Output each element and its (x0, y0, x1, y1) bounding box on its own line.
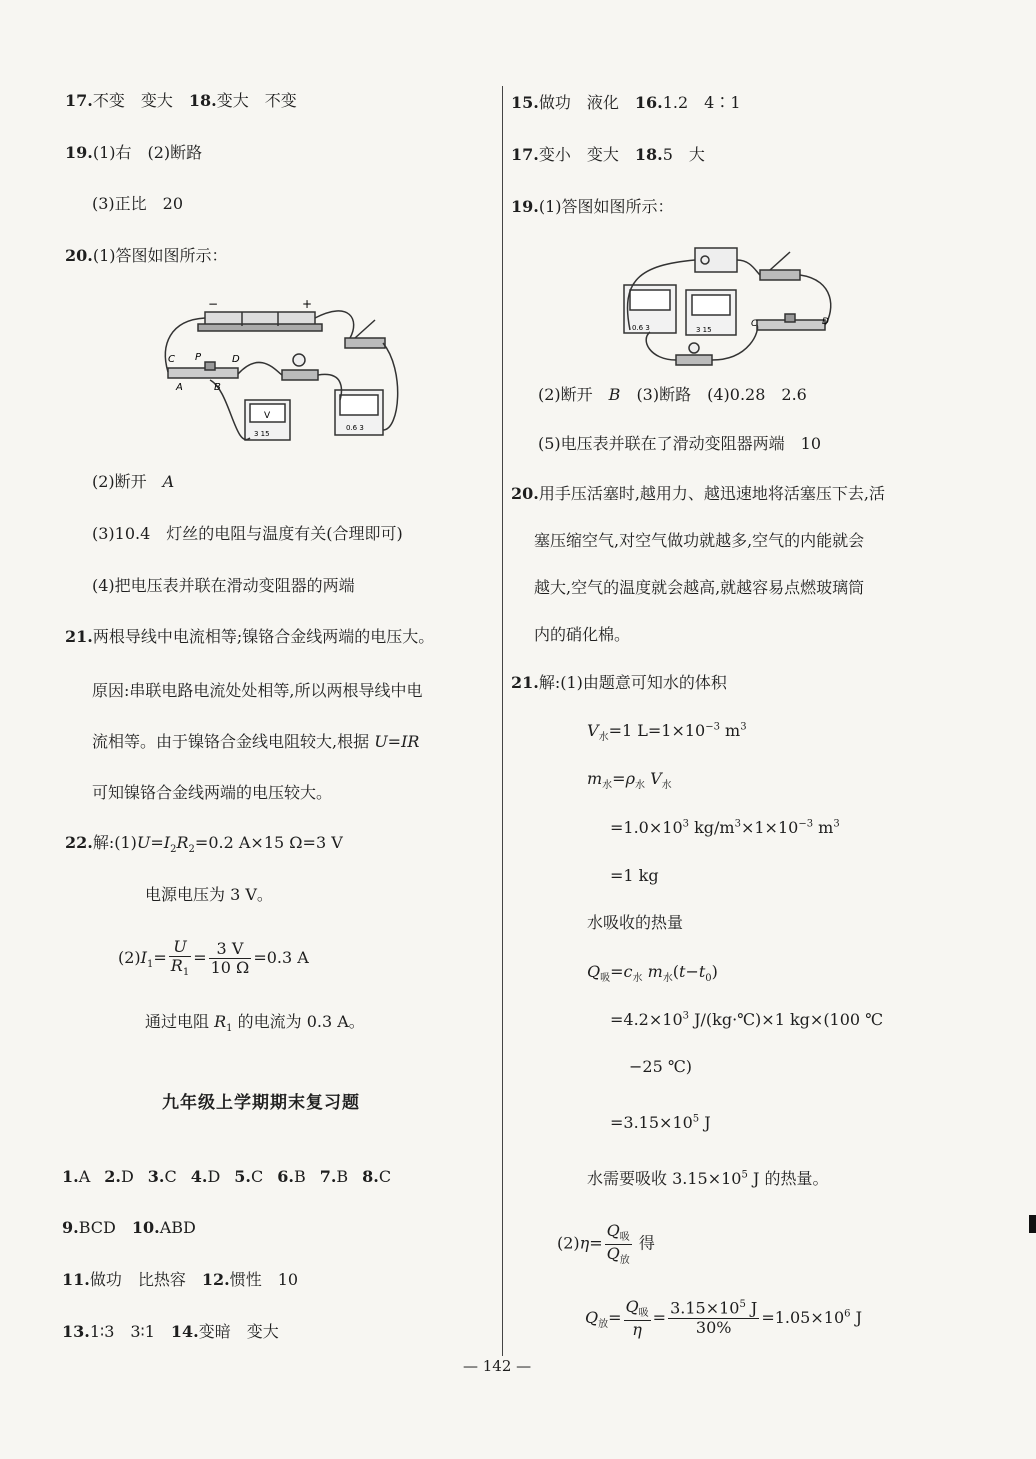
denominator: 10 Ω (210, 958, 250, 978)
equals-sign: = (153, 948, 167, 968)
answer-text: 通过电阻 (145, 1012, 215, 1031)
answer-choice: C (250, 1167, 264, 1186)
q-number: 5. (234, 1167, 251, 1186)
superscript: 5 (739, 1299, 746, 1311)
paren: ( (672, 962, 680, 981)
symbol: ρ (625, 769, 635, 788)
symbol: η (579, 1233, 590, 1253)
label-d: D (232, 354, 240, 365)
equals-sign: = (610, 962, 624, 981)
answer-20 (65, 246, 228, 265)
unit: J (699, 1113, 711, 1132)
equation-efficiency (557, 1222, 655, 1266)
answer-20-right (511, 484, 885, 503)
q-number: 4. (190, 1167, 208, 1186)
answer-text: 不变 变大 (92, 91, 189, 110)
q-number: 20. (511, 484, 539, 503)
answer-text: =0.2 A×15 Ω=3 V (194, 833, 343, 852)
q-number: 6. (277, 1167, 294, 1186)
answer-19-3: (3)正比 20 (92, 194, 184, 213)
denominator: 30% (695, 1318, 732, 1338)
answer-19-5-right: (5)电压表并联在了滑动变阻器两端 10 (538, 434, 822, 453)
answer-choice: B (336, 1167, 349, 1186)
bulb-base-icon (282, 370, 318, 380)
q-number: 18. (188, 91, 217, 110)
answer-20-line2: 塞压缩空气,对空气做功就越多,空气的内能就会 (534, 531, 865, 550)
q-number: 3. (147, 1167, 165, 1186)
answer-text: 水需要吸收 3.15×10 (587, 1169, 742, 1188)
answer-text: (1)答图如图所示： (92, 246, 228, 265)
answer-text: (2)断开 (538, 385, 609, 404)
q-number: 16. (634, 93, 663, 112)
answer-20-line4: 内的硝化棉。 (534, 625, 631, 644)
equation-text: =4.2×10 (610, 1010, 683, 1029)
label-c: C (168, 354, 175, 365)
answer-text: J 的热量。 (747, 1169, 829, 1188)
answers-9-10 (62, 1218, 196, 1237)
answer-choice: C (378, 1167, 392, 1186)
q-number: 2. (104, 1167, 121, 1186)
unit: kg/m (689, 818, 735, 837)
equation-mass-result: =1 kg (610, 866, 659, 885)
answer-text: 用手压活塞时,越用力、越迅速地将活塞压下去,活 (538, 484, 886, 503)
q-number: 1. (62, 1167, 79, 1186)
answer-text: 惯性 10 (229, 1270, 299, 1289)
heat-label: 水吸收的热量 (587, 913, 684, 932)
superscript: 3 (682, 818, 689, 830)
equation-volume (587, 721, 747, 744)
answer-19-right (511, 197, 674, 216)
formula: U=IR (374, 732, 420, 751)
column-divider (502, 86, 503, 1356)
bulb-icon (689, 343, 699, 353)
subscript: 吸 (619, 1232, 630, 1244)
equation-text: ×1×10 (740, 818, 799, 837)
q-number: 17. (65, 91, 93, 110)
symbol: t (679, 962, 686, 981)
answer-15-16 (511, 93, 741, 112)
q-number: 21. (511, 673, 539, 692)
numerator: U (169, 938, 191, 957)
answer-21-line4: 可知镍铬合金线两端的电压较大。 (92, 783, 333, 802)
label-b: B (214, 382, 221, 393)
q-number: 19. (511, 197, 539, 216)
unit: m (719, 721, 741, 740)
equation-heat-result (610, 1113, 711, 1132)
q-number: 10. (131, 1218, 160, 1237)
voltmeter-scale: 3 15 (696, 326, 712, 334)
superscript: 3 (740, 721, 747, 733)
unit: m (813, 818, 834, 837)
q-number: 13. (62, 1322, 90, 1341)
q-number: 20. (65, 246, 93, 265)
superscript: 5 (692, 1113, 700, 1125)
answer-text: 解:(1)由题意可知水的体积 (538, 673, 727, 692)
unit: J (745, 1298, 758, 1318)
equation-text: =3.15×10 (610, 1113, 693, 1132)
symbol-i: I (140, 948, 147, 968)
symbol: V (644, 769, 662, 788)
plus-label: + (302, 297, 313, 311)
q-number: 21. (65, 627, 93, 646)
answer-21 (65, 627, 434, 646)
q-number: 18. (634, 145, 663, 164)
label-d: D (822, 317, 829, 327)
subscript: 0 (705, 973, 712, 985)
answer-17-18 (65, 91, 297, 110)
answer-choice: B (293, 1167, 306, 1186)
switch-icon (760, 270, 800, 280)
equation-text: J/(kg·℃)×1 kg×(100 ℃ (689, 1010, 884, 1029)
subscript: 放 (619, 1254, 630, 1266)
minus-sign: − (685, 962, 699, 981)
q-number: 12. (201, 1270, 230, 1289)
q-number: 14. (170, 1322, 199, 1341)
answers-1-8 (62, 1167, 405, 1186)
fraction (605, 1222, 632, 1266)
symbol: t (698, 962, 706, 981)
switch-icon (345, 338, 385, 348)
answer-22-line4 (145, 1012, 365, 1035)
superscript: 3 (682, 1010, 689, 1022)
subscript: 1 (147, 959, 154, 971)
bulb-base-icon (676, 355, 712, 365)
answer-choice: C (164, 1167, 177, 1186)
subscript: 水 (602, 780, 613, 792)
part-label: (2) (557, 1233, 580, 1253)
fraction (624, 1298, 651, 1339)
equation-text: =1.0×10 (610, 818, 683, 837)
label-a: A (176, 382, 183, 393)
answer-21-line3 (92, 732, 419, 751)
subscript: 水 (661, 780, 672, 792)
numerator: Q (625, 1297, 639, 1316)
denominator: η (632, 1319, 642, 1339)
ammeter-scale: 0.6 3 (632, 324, 650, 332)
answer-text: 变大 不变 (216, 91, 297, 110)
q-number: 11. (62, 1270, 90, 1289)
answer-20-line3: 越大,空气的温度就会越高,就越容易点燃玻璃筒 (534, 578, 865, 597)
fraction (169, 938, 191, 979)
answer-text: 变暗 变大 (198, 1322, 279, 1341)
answer-text: 5 大 (662, 145, 705, 164)
answer-text: 做功 液化 (538, 93, 635, 112)
numerator: 3.15×10 (670, 1298, 740, 1318)
answer-text: 两根导线中电流相等;镍铬合金线两端的电压大。 (92, 627, 435, 646)
equation-text: =1.05×10 (761, 1308, 845, 1328)
equals-sign: = (589, 1233, 603, 1253)
answer-22-line2: 电源电压为 3 V。 (145, 885, 273, 904)
equation-heat-calc (610, 1010, 883, 1029)
answer-20-3: (3)10.4 灯丝的电阻与温度有关(合理即可) (92, 524, 403, 543)
superscript: 6 (844, 1308, 851, 1320)
equals-sign: = (652, 1308, 667, 1328)
circuit-diagram-2 (610, 240, 850, 375)
answer-letter: B (608, 385, 621, 404)
subscript: 1 (182, 967, 190, 979)
answers-13-14 (62, 1322, 279, 1341)
answer-text: 做功 比热容 (89, 1270, 202, 1289)
answer-text: =0.3 A (253, 948, 309, 968)
rheostat-icon (168, 368, 238, 378)
unit: J (850, 1308, 862, 1328)
bulb-icon (293, 354, 305, 366)
q-number: 19. (65, 143, 93, 162)
answer-text: 1.2 4∶1 (662, 93, 741, 112)
answer-text: 得 (633, 1233, 655, 1253)
answer-text: 流相等。由于镍铬合金线电阻较大,根据 (92, 732, 375, 751)
symbol-i: I (163, 833, 171, 852)
answer-21-line2: 原因:串联电路电流处处相等,所以两根导线中电 (92, 681, 423, 700)
denominator: R (170, 956, 183, 976)
label-c: C (751, 319, 758, 329)
superscript: 3 (833, 818, 840, 830)
page-number: — 142 — (463, 1357, 532, 1375)
answer-choice: A (78, 1167, 91, 1186)
answer-text: (2)断开 (92, 472, 163, 491)
circuit-diagram-1 (150, 290, 420, 460)
equals-sign: = (608, 1308, 622, 1328)
answer-text: BCD (78, 1218, 132, 1237)
answer-text: (1)答图如图所示： (538, 197, 674, 216)
q-number: 8. (362, 1167, 379, 1186)
section-title: 九年级上学期期末复习题 (162, 1093, 360, 1113)
ammeter-scale: 0.6 3 (346, 424, 364, 432)
q-number: 7. (319, 1167, 337, 1186)
answer-19-2-right (538, 385, 807, 404)
subscript: 2 (188, 844, 195, 856)
answers-11-12 (62, 1270, 298, 1289)
fraction (209, 940, 252, 978)
q-number: 22. (65, 833, 93, 852)
minus-label: − (208, 297, 219, 311)
edge-marker (1029, 1215, 1036, 1233)
q-number: 9. (62, 1218, 79, 1237)
subscript: 吸 (638, 1308, 649, 1320)
symbol-u: U (136, 833, 151, 852)
numerator: Q (606, 1221, 620, 1240)
equals-sign: = (612, 769, 626, 788)
q-number: 15. (511, 93, 539, 112)
heat-result-text (587, 1169, 828, 1188)
answer-22 (65, 833, 343, 856)
subscript: 2 (170, 844, 177, 856)
superscript: −3 (705, 721, 720, 733)
denominator: Q (606, 1243, 620, 1263)
subscript: 放 (598, 1319, 609, 1331)
answer-text: 的电流为 0.3 A。 (232, 1012, 365, 1031)
subscript: 1 (226, 1023, 233, 1035)
answer-21-right (511, 673, 727, 692)
equation-heat-released (585, 1298, 862, 1339)
answer-text: 解:(1) (92, 833, 137, 852)
subscript: 水 (662, 973, 673, 985)
equation-mass-calc (610, 818, 840, 837)
fraction (668, 1299, 759, 1337)
answer-text: (3)断路 (4)0.28 2.6 (620, 385, 807, 404)
equation-mass (587, 769, 672, 792)
symbol: m (642, 962, 663, 981)
answer-text: 变小 变大 (538, 145, 635, 164)
answer-19 (65, 143, 202, 162)
equation-heat (587, 962, 718, 985)
answer-text: 1∶3 3∶1 (89, 1322, 171, 1341)
symbol: Q (587, 962, 601, 981)
answer-22-2 (118, 938, 309, 979)
answer-choice: D (120, 1167, 134, 1186)
superscript: 3 (734, 818, 741, 830)
symbol: Q (585, 1308, 599, 1328)
voltmeter-scale: 3 15 (254, 430, 270, 438)
subscript: 水 (634, 780, 645, 792)
superscript: −3 (798, 818, 814, 830)
symbol: V (587, 721, 599, 740)
subscript: 水 (632, 973, 643, 985)
subscript: 吸 (600, 973, 611, 985)
answer-20-2 (92, 472, 174, 491)
voltmeter-letter: V (264, 411, 271, 421)
equation-text: =1 L=1×10 (608, 721, 706, 740)
symbol: m (587, 769, 603, 788)
equals-sign: = (150, 833, 164, 852)
answer-20-4: (4)把电压表并联在滑动变阻器的两端 (92, 576, 355, 595)
equation-heat-calc-2: −25 ℃) (629, 1057, 692, 1076)
symbol: c (623, 962, 633, 981)
answer-text: (1)右 (2)断路 (92, 143, 203, 162)
superscript: 5 (741, 1169, 748, 1181)
part-label: (2) (118, 948, 141, 968)
answer-choice: D (207, 1167, 221, 1186)
answer-letter: A (162, 472, 175, 491)
equals-sign: = (193, 948, 207, 968)
answer-text: ABD (159, 1218, 196, 1237)
answer-17-18-right (511, 145, 705, 164)
symbol-r: R (176, 833, 189, 852)
paren: ) (711, 962, 718, 981)
numerator: 3 V (209, 940, 252, 959)
q-number: 17. (511, 145, 539, 164)
subscript: 水 (598, 732, 609, 744)
symbol-r: R (214, 1012, 227, 1031)
label-p: P (195, 352, 202, 363)
